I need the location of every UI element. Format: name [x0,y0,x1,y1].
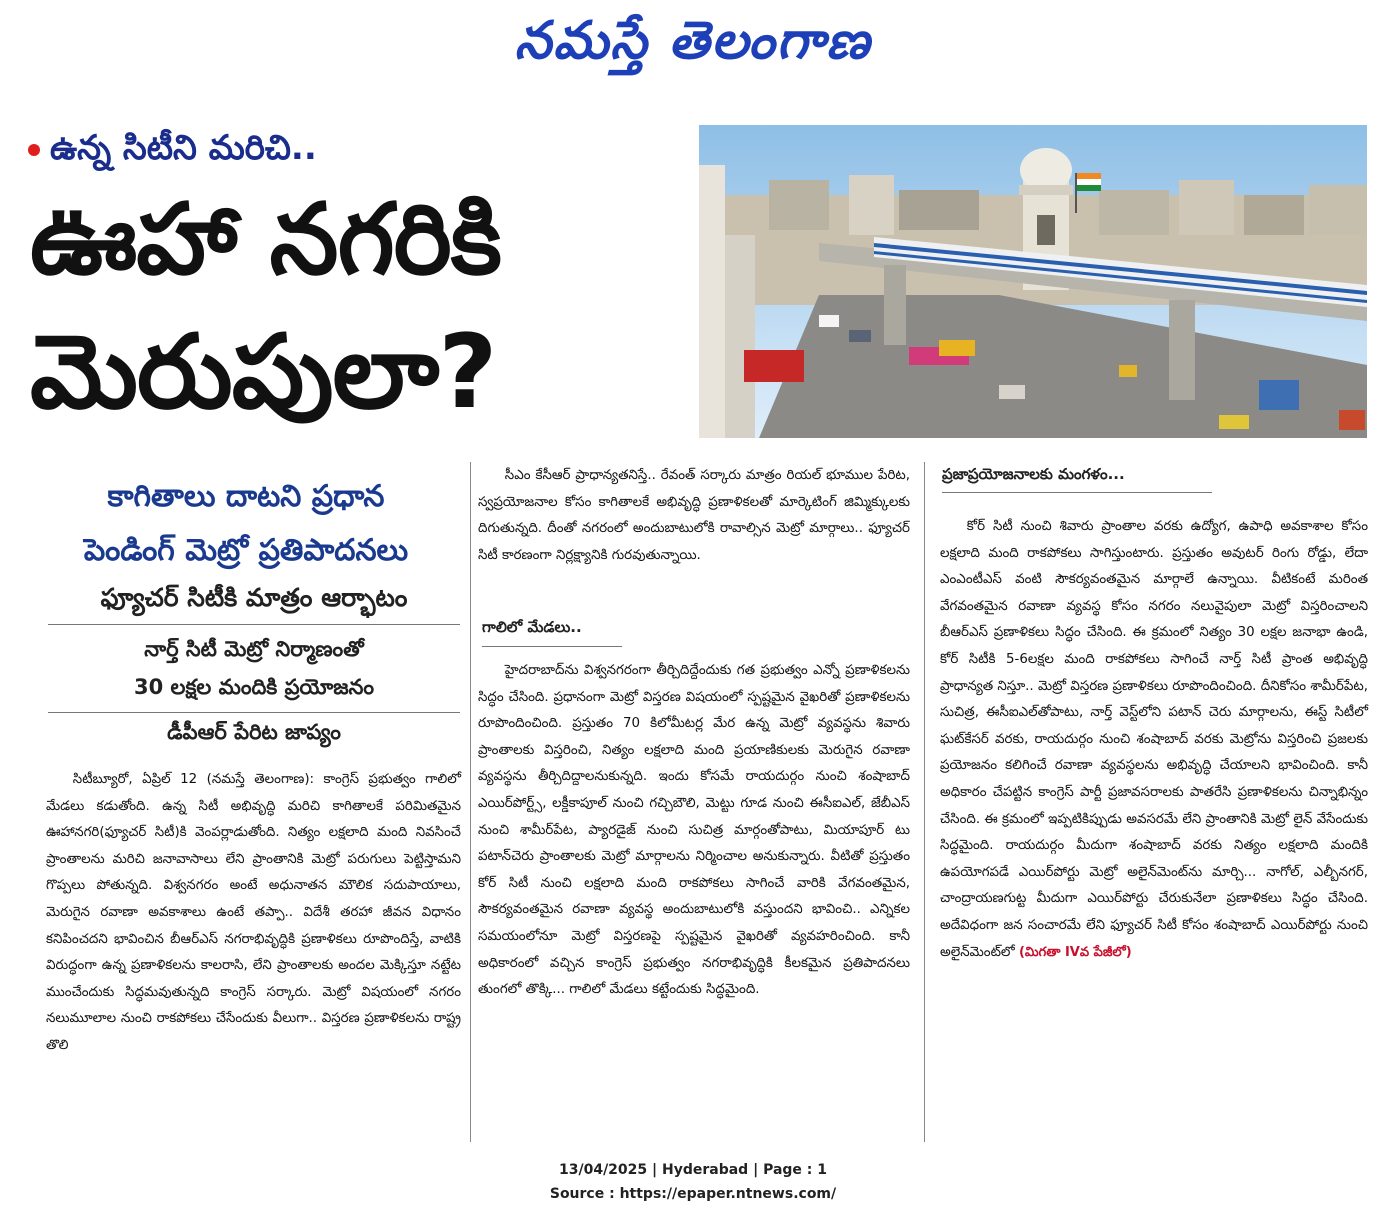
article-column-1 [46,767,461,1060]
subhead-1-line2: పెండింగ్ మెట్రో ప్రతిపాదనలు [83,533,409,568]
column-divider [924,462,925,1142]
continued-note: (మిగతా IVవ పేజీలో) [1018,944,1132,960]
article-paragraph [940,514,1368,966]
section-heading: ప్రజాప్రయోజనాలకు మంగళం... [942,465,1125,483]
headline-line2: మెరుపులా? [30,313,497,432]
divider [48,712,460,713]
headline-line1: ఊహా నగరికి [30,183,501,297]
column-divider [470,462,471,1142]
subhead-1-line1: కాగితాలు దాటని ప్రధాన [107,479,385,514]
kicker [28,128,317,176]
metro-photo-illustration [699,125,1367,438]
section-underline [482,646,622,647]
article-column-2-top [478,463,910,569]
subhead-3-line2: 30 లక్షల మందికి ప్రయోజనం [134,675,374,699]
kicker-text: ఉన్న సిటీని మరిచి.. [50,128,317,168]
article-column-3 [940,514,1368,966]
section-heading: గాలిలో మేడలు.. [482,618,582,636]
masthead-logo: నమస్తే తెలంగాణ [514,10,872,71]
article-paragraph: సీఎం కేసీఆర్ ప్రాధాన్యతనిస్తే.. రేవంత్ సర్కారు మాత్రం రియల్ భూముల పేరిట, స్వప్రయోజనాల కోసం కాగితాలకే అభివృద్ధి ప్రణాళికలతో మార్కెటింగ్ జిమ్మిక్కులకు దిగుతున్నది. దీంతో నగరంలో అందుబాటులోకి రావాల్సిన మెట్రో మార్గాలు.. ఫ్యూచర్ సిటీ కారణంగా నిర్లక్ష్యానికి గురవుతున్నాయి. [478,468,910,563]
footer-source-link[interactable]: Source : https://epaper.ntnews.com/ [549,1186,837,1202]
subhead-2: ఫ్యూచర్ సిటీకి మాత్రం ఆర్భాటం [100,583,408,612]
article-text: కోర్ సిటీ నుంచి శివారు ప్రాంతాల వరకు ఉద్యోగ, ఉపాధి అవకాశాల కోసం లక్షలాది మంది రాకపోకలు సాగిస్తుంటారు. ప్రస్తుతం అవుటర్ రింగు రోడ్డు, లేదా ఎంఎంటీఎస్ వంటి సౌకర్యవంతమైన మార్గాలే ఉన్నాయి. వీటికంటే మరింత వేగవంతమైన రవాణా వ్యవస్థ కోసం నగరం నలువైపులా మెట్రో విస్తరించాలని బీఆర్ఎస్ ప్రణాళికలు సిద్ధం చేసింది. ఈ క్రమంలో నిత్యం 30 లక్షల జనాభా ఉండి, కోర్ సిటీకి 5-6లక్షల మంది రాకపోకలు సాగించే నార్త్ సిటీ ప్రాంత అభివృద్ధి ప్రాధాన్యత నిస్తూ.. మెట్రో విస్తరణ ప్రణాళికలు రూపొందించింది. దీనికోసం శామీర్‌పేట, సుచిత్ర, ఈసీఐఎల్‌తోపాటు, నార్త్ వెస్ట్‌లోని పటాన్ చెరు మార్గాలను, ఈస్ట్ సిటీలో ఘట్‌కేసర్ వరకు, రాయదుర్గం నుంచి శంషాబాద్ వరకు మెట్రోను విస్తరించి ప్రజలకు ప్రయోజనం కలిగించే రవాణా వ్యవస్థలను అభివృద్ధి చేయాలని భావించింది. కానీ అధికారం చేపట్టిన కాంగ్రెస్ పార్టీ ప్రజావసరాలకు పాతరేసి ప్రణాళికలను చిన్నాభిన్నం చేసింది. ఈ క్రమంలో ఇప్పటికిప్పుడు అవసరమే లేని ప్రాంతానికి మెట్రో లైన్ వేసేందుకు సిద్ధమైంది. రాయదుర్గం మీదుగా శంషాబాద్ వరకు నిత్యం లక్షలాది మందికి ఉపయోగపడే ఎయిర్‌పోర్టు మెట్రో అలైన్‌మెంట్‌ను మార్చి... నాగోల్, ఎల్బీనగర్, చాంద్రాయణగుట్ట మీదుగా ఎయిర్‌పోర్టు చేరుకునేలా ప్రణాళికలు సిద్ధం చేసింది. అదేవిధంగా జన సంచారమే లేని ఫ్యూచర్ సిటీ కోసం శంషాబాద్ ఎయిర్‌పోర్టు నుంచి అలైన్‌మెంట్‌లో [940,519,1368,960]
footer-date: 13/04/2025 | Hyderabad | Page : 1 [558,1162,828,1178]
article-column-2 [478,658,910,1004]
subhead-1 [30,470,462,578]
subhead-3-line1: నార్త్ సిటీ మెట్రో నిర్మాణంతో [144,637,364,661]
section-underline [942,492,1212,493]
article-paragraph: సిటీబ్యూరో, ఏప్రిల్ 12 (నమస్తే తెలంగాణ): కాంగ్రెస్ ప్రభుత్వం గాలిలో మేడలు కడుతోంది. ఉన్న సిటీ అభివృద్ధి మరిచి కాగితాలకే పరిమితమైన ఊహానగరి(ఫ్యూచర్ సిటీ)కి వెంపర్లాడుతోంది. నిత్యం లక్షలాది మంది నివసించే ప్రాంతాలను మరిచి జనావాసాలు లేని ప్రాంతానికి మెట్రో పరుగులు పెట్టిస్తామని గొప్పలు పోతున్నది. విశ్వనగరం అంటే అధునాతన మౌలిక సదుపాయాలు, మెరుగైన రవాణా అవకాశాలు ఉంటే తప్పా.. విదేశీ తరహా జీవన విధానం కనిపించదని భావించిన బీఆర్ఎస్ నగరాభివృద్ధికి ప్రణాళికలు రూపొందిస్తే, వాటికి విరుద్ధంగా ఉన్న ప్రణాళికలను కాలరాసి, లేని ప్రాంతాలకు అందల మెక్కిస్తూ నట్టేట ముంచేందుకు సిద్ధమవుతున్నది కాంగ్రెస్ సర్కారు. మెట్రో విషయంలో నగరం నలుమూలాల నుంచి రాకపోకలు చేసేందుకు వీలుగా.. విస్తరణ ప్రణాళికలను రాష్ట్ర తొలి [46,772,461,1053]
subhead-4: డీపీఆర్ పేరిట జాప్యం [167,720,341,744]
article-paragraph: హైదరాబాద్‌ను విశ్వనగరంగా తీర్చిదిద్దేందుకు గత ప్రభుత్వం ఎన్నో ప్రణాళికలను సిద్ధం చేసింది. ప్రధానంగా మెట్రో విస్తరణ విషయంలో స్పష్టమైన వైఖరితో ప్రణాళికలను రూపొందించింది. ప్రస్తుతం 70 కిలోమీటర్ల మేర ఉన్న మెట్రో వ్యవస్థను శివారు ప్రాంతాలకు విస్తరించి, నిత్యం లక్షలాది మంది ప్రయాణికులకు మెరుగైన రవాణా వ్యవస్థను తీర్చిదిద్దాలనుకున్నది. ఇందు కోసమే రాయదుర్గం నుంచి శంషాబాద్ ఎయిర్‌పోర్ట్స్, లక్డీకాపూల్ నుంచి గచ్చిబౌలి, మెట్టు గూడ నుంచి ఈసీఐఎల్, జేబీఎస్ నుంచి శామీర్‌పేట, ప్యారడైజ్ నుంచి సుచిత్ర మార్గంతోపాటు, మియాపూర్ టు పటాన్‌చెరు ప్రాంతాలకు మెట్రో మార్గాలను నిర్మించాల అనుకున్నారు. వీటితో ప్రస్తుతం కోర్ సిటీ నుంచి లక్షలాది మంది రాకపోకలు సాగించే వారికి వేగవంతమైన, సౌకర్యవంతమైన రవాణా వ్యవస్థ అందుబాటులోకి వస్తుందని భావించి.. ఎన్నికల సమయంలోనూ మెట్రో విస్తరణపై స్పష్టమైన వైఖరితో వ్యవహరించింది. కానీ అధికారంలో వచ్చిన కాంగ్రెస్ ప్రభుత్వం నగరాభివృద్ధికి కీలకమైన ప్రతిపాదనలు తుంగలో తొక్కి... గాలిలో మేడలు కట్టేందుకు సిద్ధమైంది. [478,663,910,998]
metro-photo [699,125,1367,438]
bullet-icon [28,144,40,156]
subhead-3 [48,630,460,706]
divider [48,624,460,625]
